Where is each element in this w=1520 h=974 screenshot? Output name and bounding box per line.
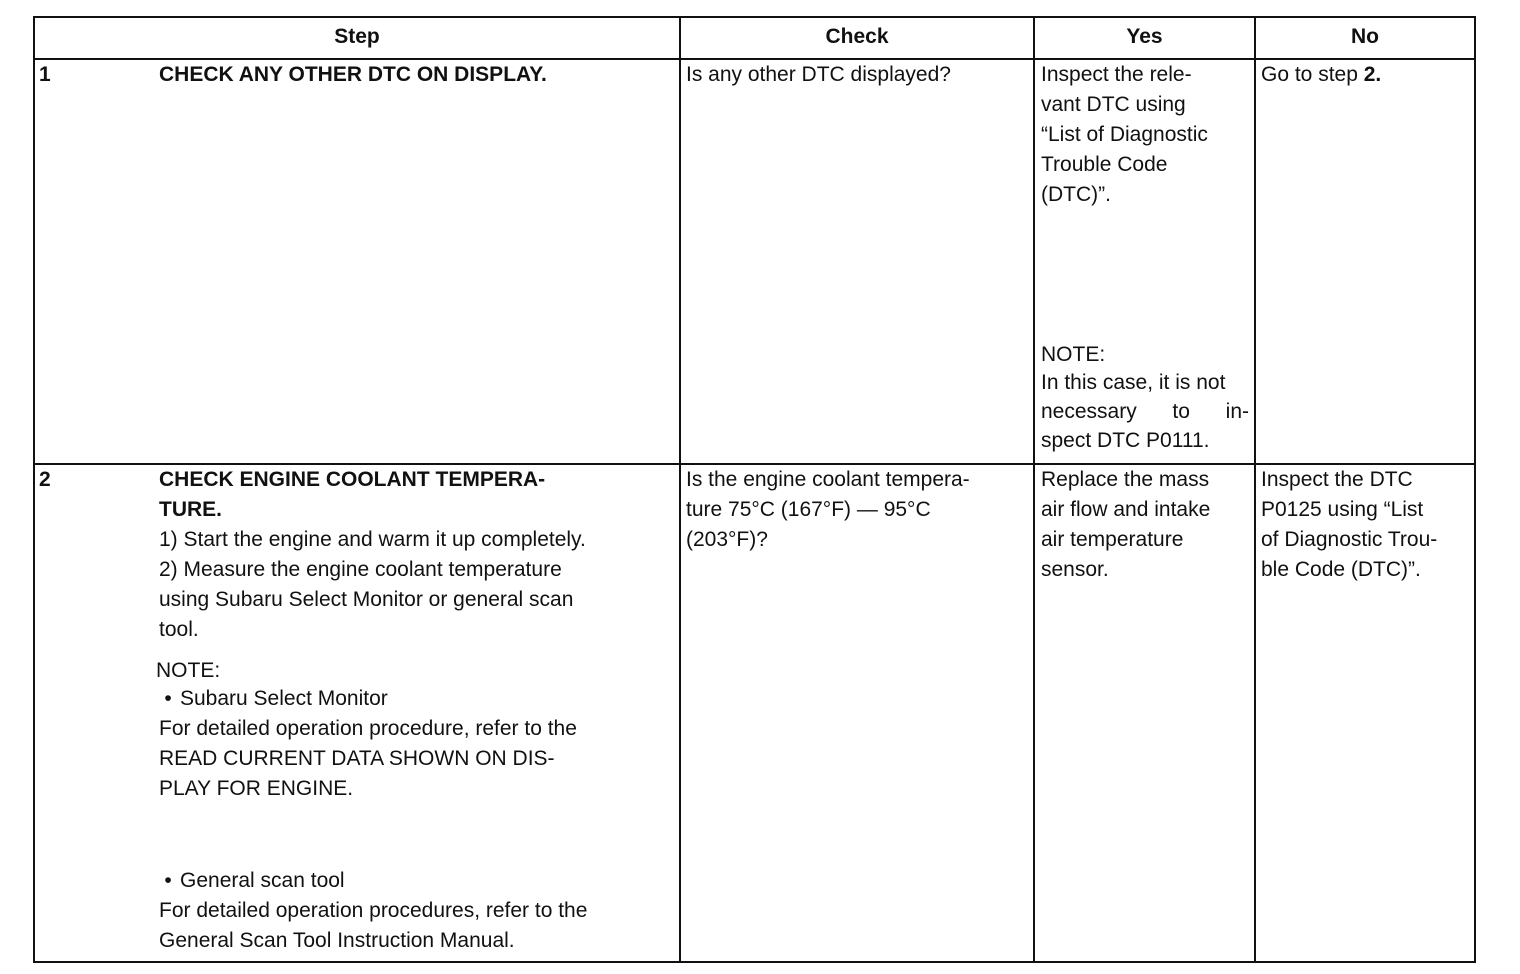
no-line: of Diagnostic Trou- xyxy=(1261,528,1438,551)
check-question xyxy=(686,465,970,555)
no-line: ble Code (DTC)”. xyxy=(1261,558,1421,581)
yes-action xyxy=(1041,465,1210,585)
yes-action xyxy=(1041,60,1208,210)
step-title: CHECK ENGINE COOLANT TEMPERA- xyxy=(159,468,546,491)
column-divider xyxy=(1254,18,1256,961)
column-divider xyxy=(679,18,681,961)
check-question: Is any other DTC displayed? xyxy=(686,63,951,86)
yes-line: sensor. xyxy=(1041,558,1109,581)
yes-note xyxy=(1041,342,1249,455)
note-line: In this case, it is not xyxy=(1041,371,1226,394)
note-line: PLAY FOR ENGINE. xyxy=(159,777,354,800)
header-no: No xyxy=(1351,25,1379,48)
yes-line: Replace the mass xyxy=(1041,468,1210,491)
header-step: Step xyxy=(334,25,380,48)
bullet-item xyxy=(156,684,676,714)
bullet-icon: • xyxy=(164,687,172,710)
header-check: Check xyxy=(825,25,889,48)
note-label: NOTE: xyxy=(156,659,221,682)
yes-line: vant DTC using xyxy=(1041,93,1186,116)
note-line: For detailed operation procedure, refer to the xyxy=(159,717,577,740)
instruction-line: 2) Measure the engine coolant temperature xyxy=(159,558,562,581)
no-line: P0125 using “List xyxy=(1261,498,1424,521)
step-title: CHECK ANY OTHER DTC ON DISPLAY. xyxy=(159,63,547,86)
step-content xyxy=(159,465,679,645)
check-line: (203°F)? xyxy=(686,528,768,551)
instruction-line: using Subaru Select Monitor or general scan xyxy=(159,588,574,611)
yes-line: air temperature xyxy=(1041,528,1184,551)
no-action-text: Go to step xyxy=(1261,63,1364,86)
instruction-line: 1) Start the engine and warm it up completely. xyxy=(159,528,586,551)
note-line: necessary to in- xyxy=(1041,400,1249,423)
column-divider xyxy=(1033,18,1035,961)
step-note-2 xyxy=(156,866,676,956)
yes-line: air flow and intake xyxy=(1041,498,1211,521)
check-line: ture 75°C (167°F) — 95°C xyxy=(686,498,931,521)
step-number: 2 xyxy=(39,468,51,491)
no-action xyxy=(1261,465,1437,585)
bullet-icon: • xyxy=(164,869,172,892)
yes-line: (DTC)”. xyxy=(1041,183,1111,206)
no-action xyxy=(1261,60,1381,90)
note-line: READ CURRENT DATA SHOWN ON DIS- xyxy=(159,747,555,770)
step-note xyxy=(156,658,676,804)
yes-line: Inspect the rele- xyxy=(1041,63,1192,86)
bullet-label: General scan tool xyxy=(180,869,345,892)
no-line: Inspect the DTC xyxy=(1261,468,1413,491)
note-label: NOTE: xyxy=(1041,343,1106,366)
diagnostic-table xyxy=(33,16,1476,963)
step-title: TURE. xyxy=(159,498,222,521)
bullet-label: Subaru Select Monitor xyxy=(180,687,388,710)
yes-line: Trouble Code xyxy=(1041,153,1168,176)
note-line: For detailed operation procedures, refer to the xyxy=(159,899,588,922)
note-line: spect DTC P0111. xyxy=(1041,429,1210,452)
header-yes: Yes xyxy=(1126,25,1163,48)
note-line: General Scan Tool Instruction Manual. xyxy=(159,929,515,952)
step-number: 1 xyxy=(39,63,51,86)
check-line: Is the engine coolant tempera- xyxy=(686,468,970,491)
step-reference: 2. xyxy=(1363,63,1382,86)
instruction-line: tool. xyxy=(159,618,199,641)
bullet-item xyxy=(156,866,676,896)
yes-line: “List of Diagnostic xyxy=(1041,123,1208,146)
